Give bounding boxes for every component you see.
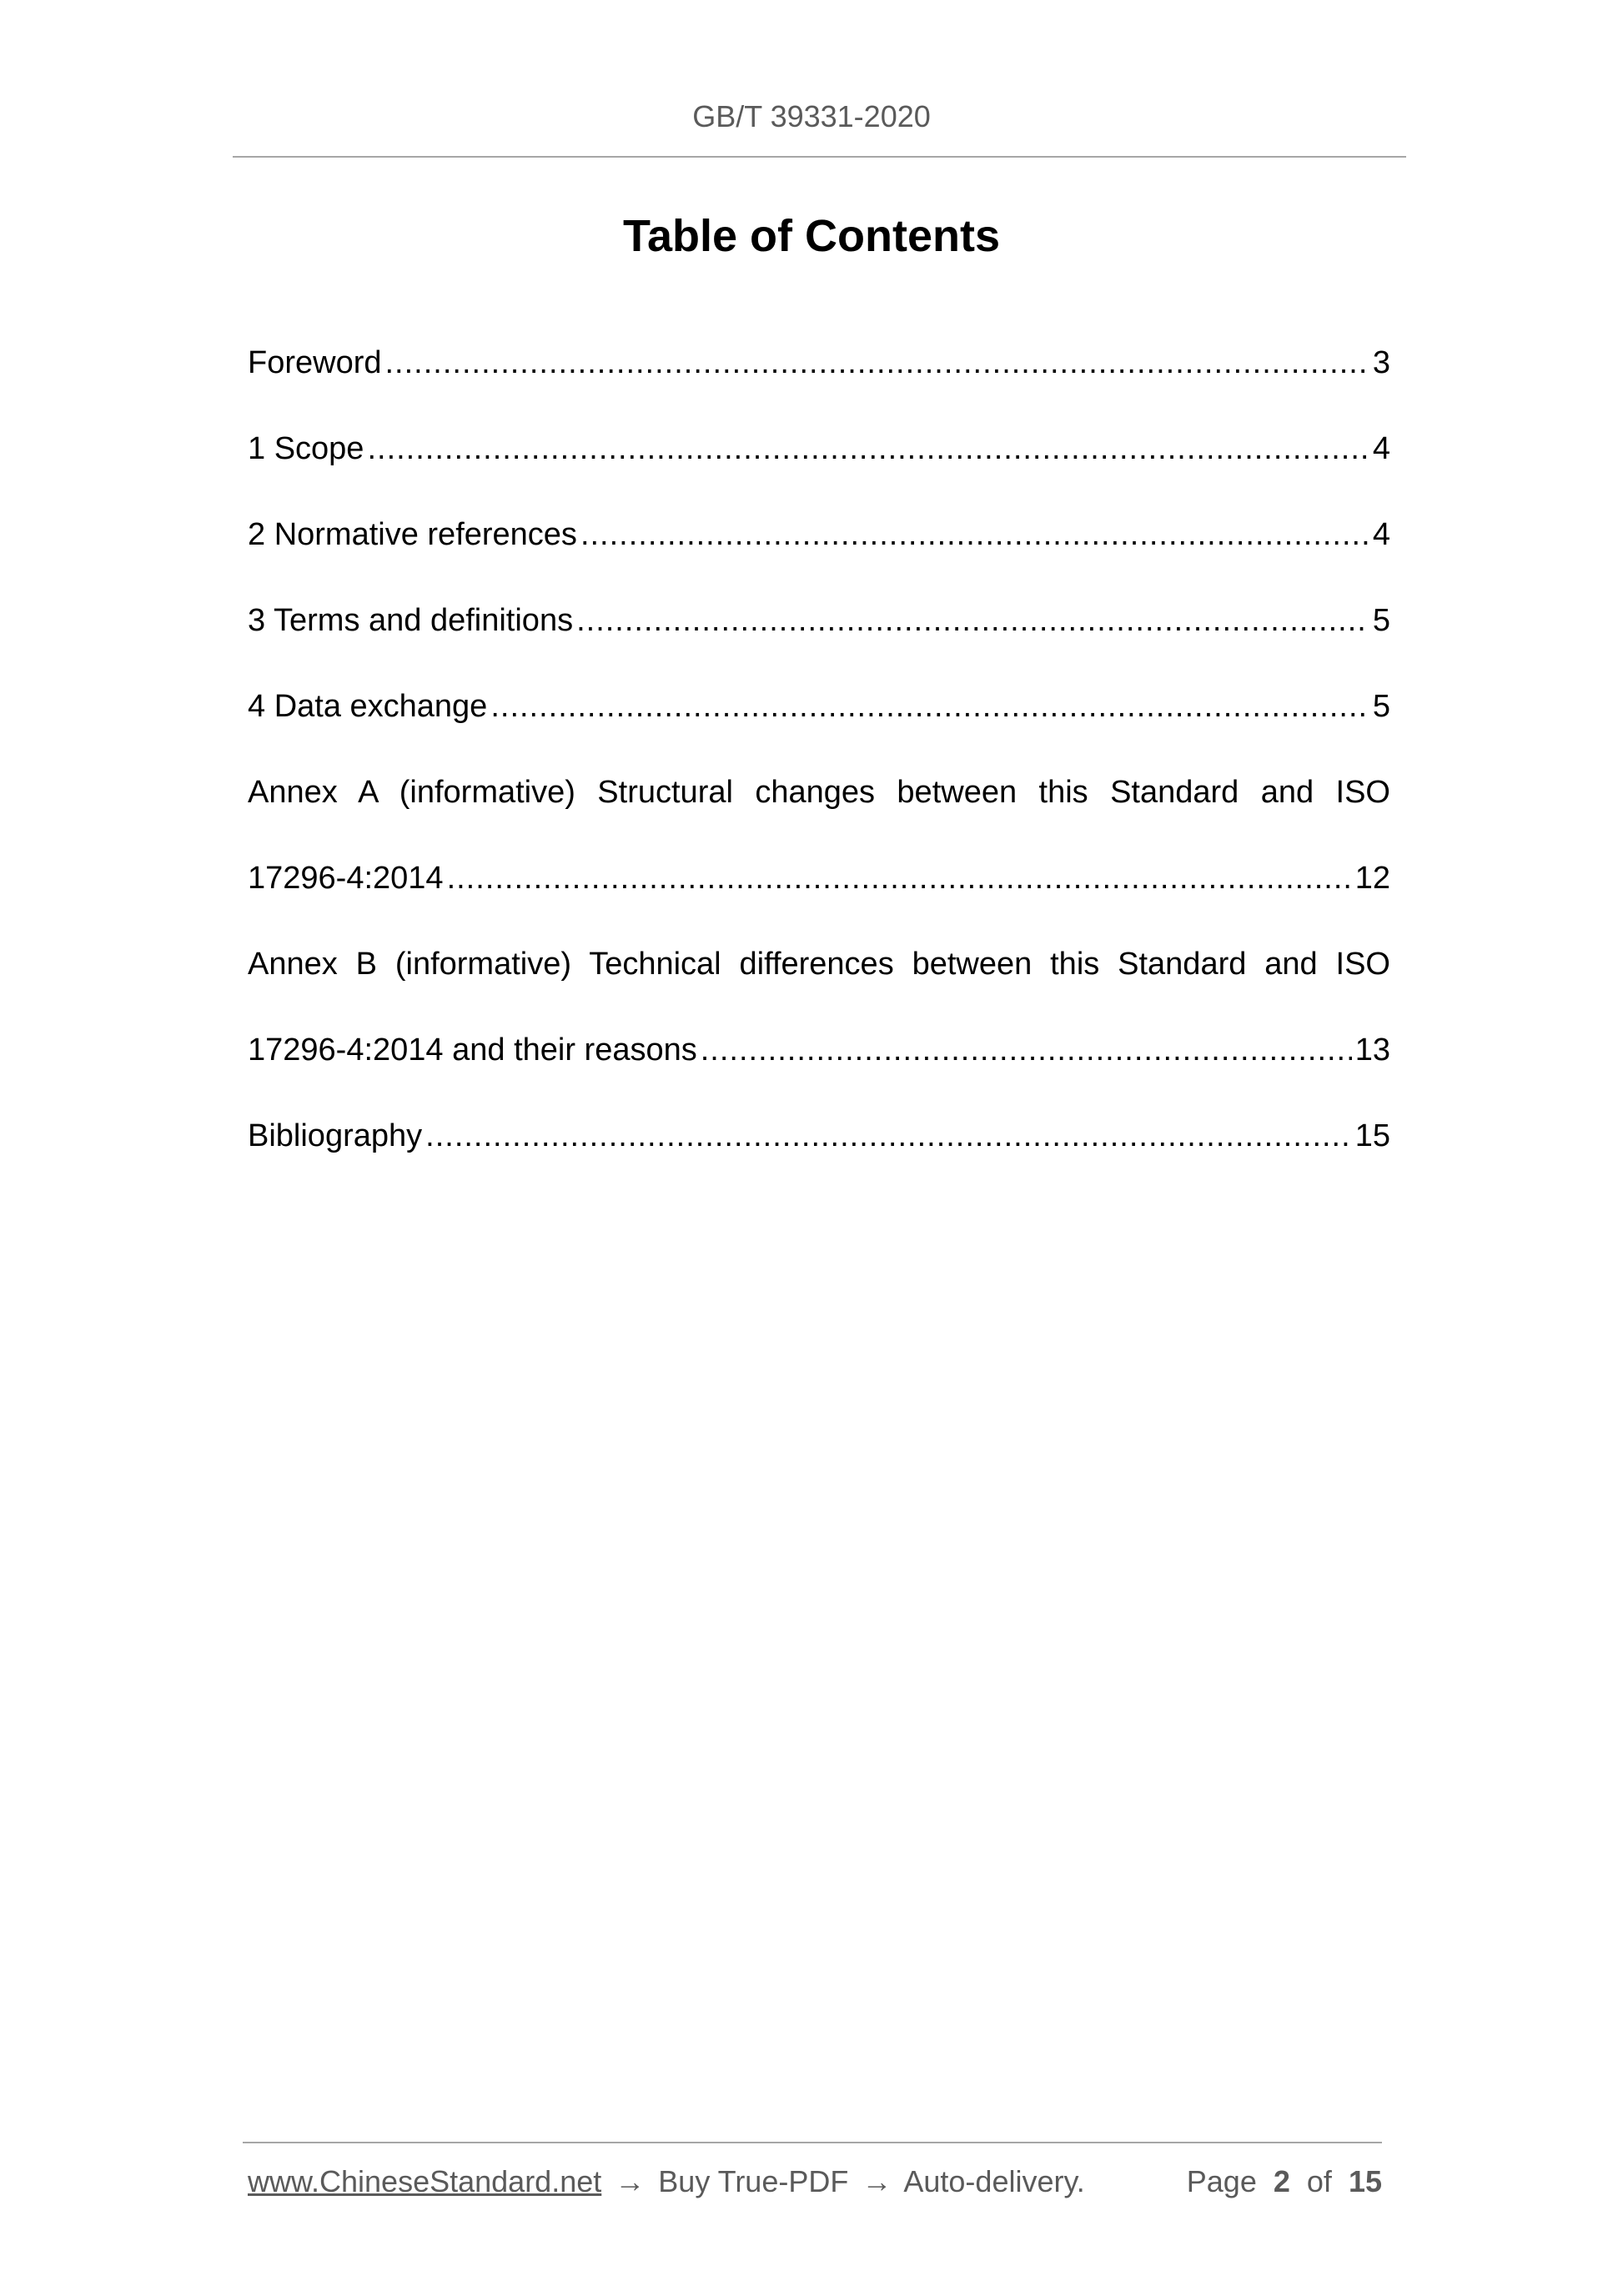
footer-divider: [243, 2142, 1382, 2143]
toc-entry-page: 15: [1354, 1118, 1390, 1153]
page-title: Table of Contents: [623, 211, 1000, 261]
header-divider: [233, 156, 1406, 158]
page-number: [1187, 2162, 1382, 2202]
toc-entry-label: 2 Normative references: [248, 517, 577, 552]
toc-entry-annex-a-line1[interactable]: Annex A (informative) Structural changes between this Standard and ISO: [248, 775, 1390, 810]
dot-leader: [385, 340, 1369, 385]
page-footer: [248, 2162, 1382, 2202]
toc-entry-terms-definitions[interactable]: [248, 598, 1390, 684]
footer-promo: [248, 2162, 1085, 2202]
table-of-contents: [248, 340, 1390, 1199]
toc-entry-page: 5: [1372, 603, 1390, 638]
toc-entry-page: 5: [1372, 689, 1390, 724]
toc-entry-label: Foreword: [248, 345, 382, 380]
toc-entry-scope[interactable]: [248, 426, 1390, 512]
dot-leader: [701, 1027, 1352, 1073]
dot-leader: [425, 1113, 1352, 1158]
of-word: of: [1306, 2164, 1332, 2198]
toc-entry-label: 4 Data exchange: [248, 689, 488, 724]
toc-entry-page: 13: [1354, 1032, 1390, 1068]
footer-delivery-text: Auto-delivery.: [903, 2164, 1085, 2198]
toc-entry-data-exchange[interactable]: [248, 684, 1390, 770]
running-header-code: GB/T 39331-2020: [692, 99, 931, 133]
dot-leader: [576, 598, 1369, 643]
toc-entry-page: 4: [1372, 517, 1390, 552]
dot-leader: [447, 856, 1352, 901]
dot-leader: [580, 512, 1369, 557]
toc-entry-label: 1 Scope: [248, 431, 364, 466]
toc-entry-annex-b[interactable]: [248, 1027, 1390, 1113]
website-link[interactable]: www.ChineseStandard.net: [248, 2164, 602, 2198]
toc-entry-foreword[interactable]: [248, 340, 1390, 426]
toc-entry-page: 4: [1372, 431, 1390, 466]
toc-entry-label: 17296-4:2014 and their reasons: [248, 1032, 697, 1068]
dot-leader: [490, 684, 1369, 729]
arrow-right-icon: →: [862, 2164, 892, 2198]
toc-entry-label: 17296-4:2014: [248, 861, 444, 896]
toc-entry-label: 3 Terms and definitions: [248, 603, 574, 638]
page-word: Page: [1186, 2164, 1257, 2198]
total-pages: 15: [1348, 2164, 1382, 2198]
toc-entry-label: Bibliography: [248, 1118, 423, 1153]
toc-entry-annex-a[interactable]: [248, 856, 1390, 942]
arrow-right-icon: →: [615, 2164, 646, 2198]
footer-buy-text: Buy True-PDF: [658, 2164, 849, 2198]
dot-leader: [367, 426, 1369, 471]
toc-entry-normative-references[interactable]: [248, 512, 1390, 598]
current-page: 2: [1273, 2164, 1290, 2198]
toc-entry-annex-b-line1[interactable]: Annex B (informative) Technical differences between this Standard and ISO: [248, 947, 1390, 982]
toc-entry-page: 12: [1354, 861, 1390, 896]
toc-entry-page: 3: [1372, 345, 1390, 380]
toc-entry-bibliography[interactable]: [248, 1113, 1390, 1199]
